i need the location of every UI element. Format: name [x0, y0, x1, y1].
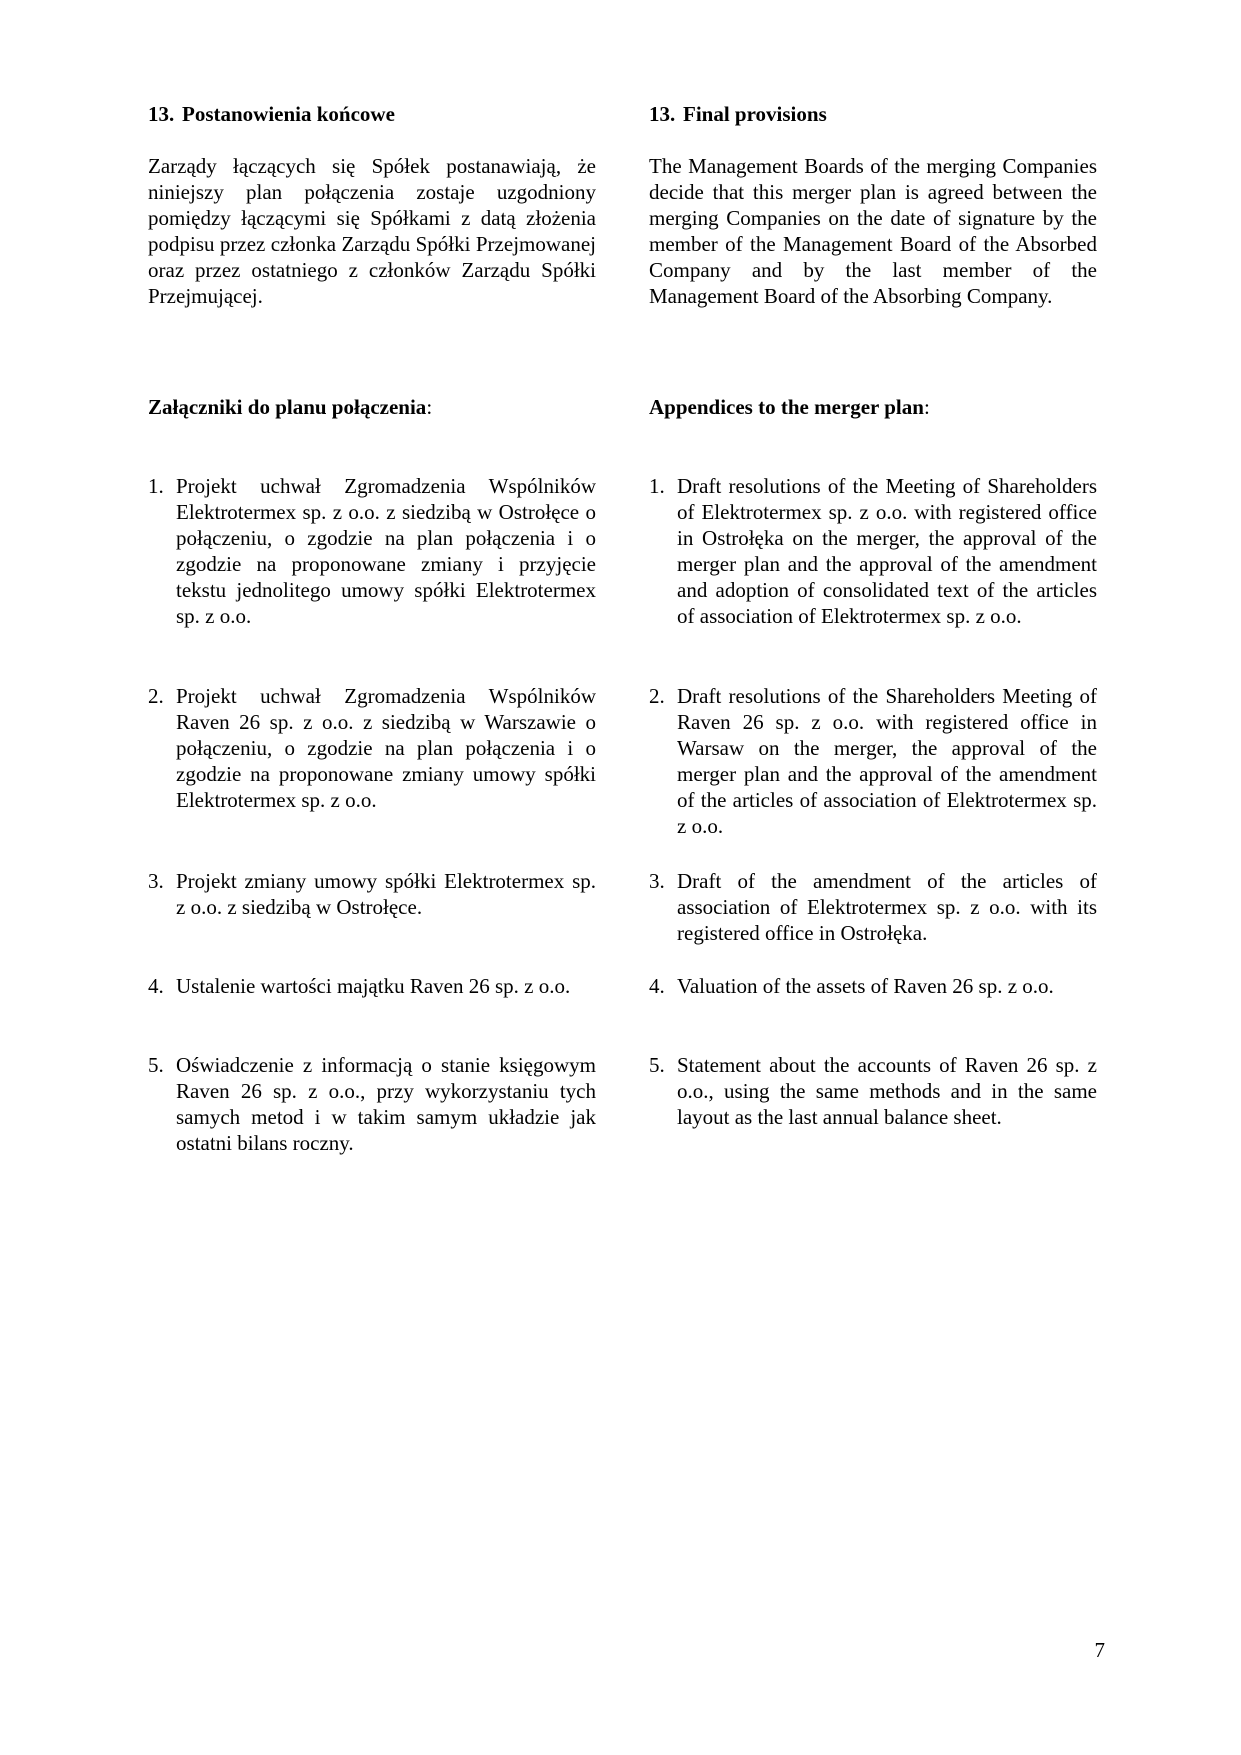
- appendix-item-left-4: [148, 973, 596, 999]
- final-provisions-paragraph-right: The Management Boards of the merging Companies decide that this merger plan is agreed between the merging Companies on the date of signature by the member of the Management Board of the Absorbed Company and by the last member of the Management Board of the Absorbing Company.: [649, 154, 1097, 308]
- section-heading-left: [148, 101, 596, 127]
- appendix-item-right-3: [649, 868, 1097, 946]
- appendix-text: Draft resolutions of the Meeting of Shareholders of Elektrotermex sp. z o.o. with registered office in Ostrołęka on the merger, the approval of the merger plan and the approval of the amendment and adoption of consolidated text of the articles of association of Elektrotermex sp. z o.o.: [677, 474, 1097, 628]
- right-column-english: [649, 101, 1097, 309]
- appendix-number: 2.: [649, 684, 665, 708]
- appendix-item-left-5: [148, 1052, 596, 1156]
- appendix-item-right-5: [649, 1052, 1097, 1130]
- final-provisions-paragraph-left: Zarządy łączących się Spółek postanawiają, że niniejszy plan połączenia zostaje uzgodniony pomiędzy łączącymi się Spółkami z datą złożenia podpisu przez członka Zarządu Spółki Przejmowanej oraz przez ostatniego z członków Zarządu Spółki Przejmującej.: [148, 154, 596, 308]
- section-title-right: Final provisions: [683, 102, 827, 126]
- section-number-right: 13.: [649, 102, 676, 126]
- appendix-text: Projekt uchwał Zgromadzenia Wspólników Elektrotermex sp. z o.o. z siedzibą w Ostrołęce o połączeniu, o zgodzie na plan połączenia i o zgodzie na proponowane zmiany i przyjęcie tekstu jednolitego umowy spółki Elektrotermex sp. z o.o.: [176, 474, 596, 628]
- appendix-text: Draft of the amendment of the articles of association of Elektrotermex sp. z o.o. with its registered office in Ostrołęka.: [677, 869, 1097, 945]
- appendix-number: 1.: [649, 474, 665, 498]
- appendix-text: Statement about the accounts of Raven 26 sp. z o.o., using the same methods and in the same layout as the last annual balance sheet.: [677, 1053, 1097, 1129]
- appendix-item-left-2: [148, 683, 596, 813]
- appendices-heading-left: [148, 394, 432, 420]
- appendices-heading-left-text: Załączniki do planu połączenia: [148, 395, 427, 419]
- appendix-item-right-2: [649, 683, 1097, 839]
- section-title-left: Postanowienia końcowe: [182, 102, 395, 126]
- appendix-text: Projekt zmiany umowy spółki Elektrotermex sp. z o.o. z siedzibą w Ostrołęce.: [176, 869, 596, 919]
- appendix-item-right-1: [649, 473, 1097, 629]
- appendix-text: Draft resolutions of the Shareholders Meeting of Raven 26 sp. z o.o. with registered office in Warsaw on the merger, the approval of the merger plan and the approval of the amendment of the articles of association of Elektrotermex sp. z o.o.: [677, 684, 1097, 838]
- appendices-heading-right: [649, 394, 930, 420]
- appendix-item-left-3: [148, 868, 596, 920]
- appendices-heading-right-text: Appendices to the merger plan: [649, 395, 924, 419]
- section-heading-right: [649, 101, 1097, 127]
- appendix-text: Valuation of the assets of Raven 26 sp. z o.o.: [677, 974, 1054, 998]
- appendix-number: 3.: [148, 869, 164, 893]
- appendix-text: Oświadczenie z informacją o stanie księgowym Raven 26 sp. z o.o., przy wykorzystaniu tych samych metod i w takim samym układzie jak ostatni bilans roczny.: [176, 1053, 596, 1155]
- appendix-number: 5.: [148, 1053, 164, 1077]
- page-number: 7: [1094, 1638, 1105, 1662]
- appendix-number: 4.: [649, 974, 665, 998]
- appendix-number: 4.: [148, 974, 164, 998]
- appendix-text: Ustalenie wartości majątku Raven 26 sp. z o.o.: [176, 974, 571, 998]
- left-column-polish: [148, 101, 596, 309]
- appendix-number: 2.: [148, 684, 164, 708]
- appendices-colon-right: :: [923, 395, 930, 419]
- appendices-colon-left: :: [426, 395, 433, 419]
- appendix-number: 3.: [649, 869, 665, 893]
- appendix-text: Projekt uchwał Zgromadzenia Wspólników Raven 26 sp. z o.o. z siedzibą w Warszawie o połączeniu, o zgodzie na plan połączenia i o zgodzie na proponowane zmiany umowy spółki Elektrotermex sp. z o.o.: [176, 684, 596, 812]
- appendix-item-left-1: [148, 473, 596, 629]
- section-number-left: 13.: [148, 102, 175, 126]
- appendix-item-right-4: [649, 973, 1097, 999]
- appendix-number: 1.: [148, 474, 164, 498]
- appendix-number: 5.: [649, 1053, 665, 1077]
